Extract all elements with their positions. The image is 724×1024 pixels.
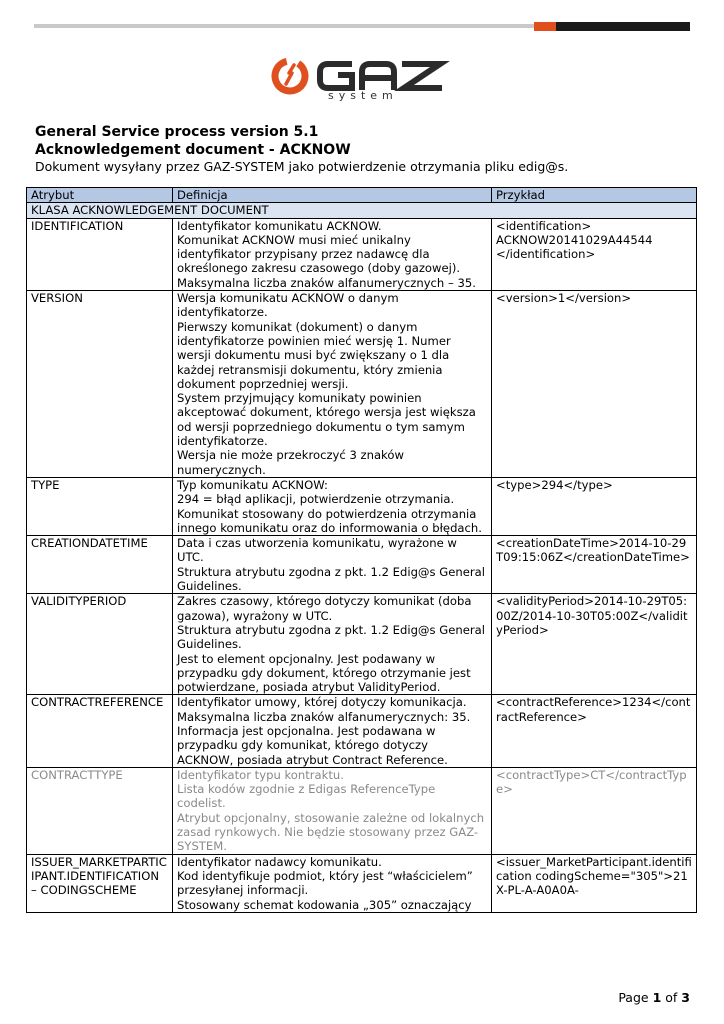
row-definition: Typ komunikatu ACKNOW: 294 = błąd aplikacji, potwierdzenie otrzymania. Komunikat stosowany do potwierdzenia otrzymania innego komunikatu oraz do informowania o błędach. xyxy=(173,477,492,535)
header-przyklad: Przykład xyxy=(492,188,697,203)
footer-page-number: 1 xyxy=(652,990,662,1005)
top-bar-orange xyxy=(534,22,556,31)
top-bar-black xyxy=(556,22,690,31)
row-example: <contractType>CT</contractType> xyxy=(492,767,697,854)
document-description: Dokument wysyłany przez GAZ-SYSTEM jako potwierdzenie otrzymania pliku edig@s. xyxy=(35,159,569,174)
top-bar-grey xyxy=(34,24,534,28)
row-definition: Identyfikator typu kontraktu. Lista kodów zgodnie z Edigas ReferenceType codelist. Atrybut opcjonalny, stosowanie zależne od lokalnych zasad rynkowych. Nie będzie stosowany przez GAZ-SYSTEM. xyxy=(173,767,492,854)
table-row xyxy=(27,854,697,912)
row-example: <identification> ACKNOW20141029A44544 </identification> xyxy=(492,218,697,290)
table-row xyxy=(27,291,697,478)
row-definition: Identyfikator umowy, której dotyczy komunikacja. Maksymalna liczba znaków alfanumerycznych: 35. Informacja jest opcjonalna. Jest podawana w przypadku gdy komunikat, którego dotyczy ACKNOW, posiada atrybut Contract Reference. xyxy=(173,695,492,767)
page-footer xyxy=(618,990,690,1005)
row-attribute: TYPE xyxy=(27,477,173,535)
table-row xyxy=(27,695,697,767)
table-row-muted xyxy=(27,767,697,854)
row-definition: Identyfikator nadawcy komunikatu. Kod identyfikuje podmiot, który jest “właścicielem” przesyłanej informacji. Stosowany schemat kodowania „305” oznaczający xyxy=(173,854,492,912)
row-definition: Data i czas utworzenia komunikatu, wyrażone w UTC. Struktura atrybutu zgodna z pkt. 1.2 Edig@s General Guidelines. xyxy=(173,536,492,594)
header-definicja: Definicja xyxy=(173,188,492,203)
row-example: <version>1</version> xyxy=(492,291,697,478)
row-definition: Zakres czasowy, którego dotyczy komunikat (doba gazowa), wyrażony w UTC. Struktura atrybutu zgodna z pkt. 1.2 Edig@s General Guidelines. Jest to element opcjonalny. Jest podawany w przypadku gdy dokument, którego otrzymanie jest potwierdzane, posiada atrybut ValidityPeriod. xyxy=(173,594,492,695)
table-row xyxy=(27,594,697,695)
row-attribute: CONTRACTTYPE xyxy=(27,767,173,854)
footer-page-word: Page xyxy=(618,990,649,1005)
class-row-label: KLASA ACKNOWLEDGEMENT DOCUMENT xyxy=(27,203,697,218)
class-row xyxy=(27,203,697,218)
row-example: <creationDateTime>2014-10-29T09:15:06Z</creationDateTime> xyxy=(492,536,697,594)
row-example: <issuer_MarketParticipant.identification codingScheme="305">21X-PL-A-A0A0A- xyxy=(492,854,697,912)
row-example: <contractReference>1234</contractReference> xyxy=(492,695,697,767)
row-definition: Identyfikator komunikatu ACKNOW. Komunikat ACKNOW musi mieć unikalny identyfikator przypisany przez nadawcę dla określonego zakresu czasowego (doby gazowej). Maksymalna liczba znaków alfanumerycznych – 35. xyxy=(173,218,492,290)
row-attribute: CREATIONDATETIME xyxy=(27,536,173,594)
top-decor-bar xyxy=(34,22,690,31)
row-attribute: ISSUER_MARKETPARTICIPANT.IDENTIFICATION – CODINGSCHEME xyxy=(27,854,173,912)
table-row xyxy=(27,536,697,594)
row-example: <type>294</type> xyxy=(492,477,697,535)
gaz-system-logo xyxy=(270,56,455,108)
title-line-1: General Service process version 5.1 xyxy=(35,124,319,140)
document-header xyxy=(35,123,695,175)
attributes-table xyxy=(26,187,697,913)
footer-page-total: 3 xyxy=(681,990,690,1005)
row-attribute: IDENTIFICATION xyxy=(27,218,173,290)
table-header-row xyxy=(27,188,697,203)
footer-of-word: of xyxy=(665,990,678,1005)
table-row xyxy=(27,477,697,535)
row-example: <validityPeriod>2014-10-29T05:00Z/2014-10-30T05:00Z</validityPeriod> xyxy=(492,594,697,695)
table-row xyxy=(27,218,697,290)
title-line-2: Acknowledgement document - ACKNOW xyxy=(35,142,351,158)
row-attribute: VERSION xyxy=(27,291,173,478)
row-attribute: CONTRACTREFERENCE xyxy=(27,695,173,767)
row-attribute: VALIDITYPERIOD xyxy=(27,594,173,695)
row-definition: Wersja komunikatu ACKNOW o danym identyfikatorze. Pierwszy komunikat (dokument) o danym identyfikatorze powinien mieć wersję 1. Numer wersji dokumentu musi być zwiększany o 1 dla każdej retransmisji dokumentu, który zmienia dokument poprzedniej wersji. System przyjmujący komunikaty powinien akceptować dokument, którego wersja jest większa od wersji poprzedniego dokumentu o tym samym identyfikatorze. Wersja nie może przekroczyć 3 znaków numerycznych. xyxy=(173,291,492,478)
logo-subtitle: system xyxy=(328,89,398,102)
header-atrybut: Atrybut xyxy=(27,188,173,203)
